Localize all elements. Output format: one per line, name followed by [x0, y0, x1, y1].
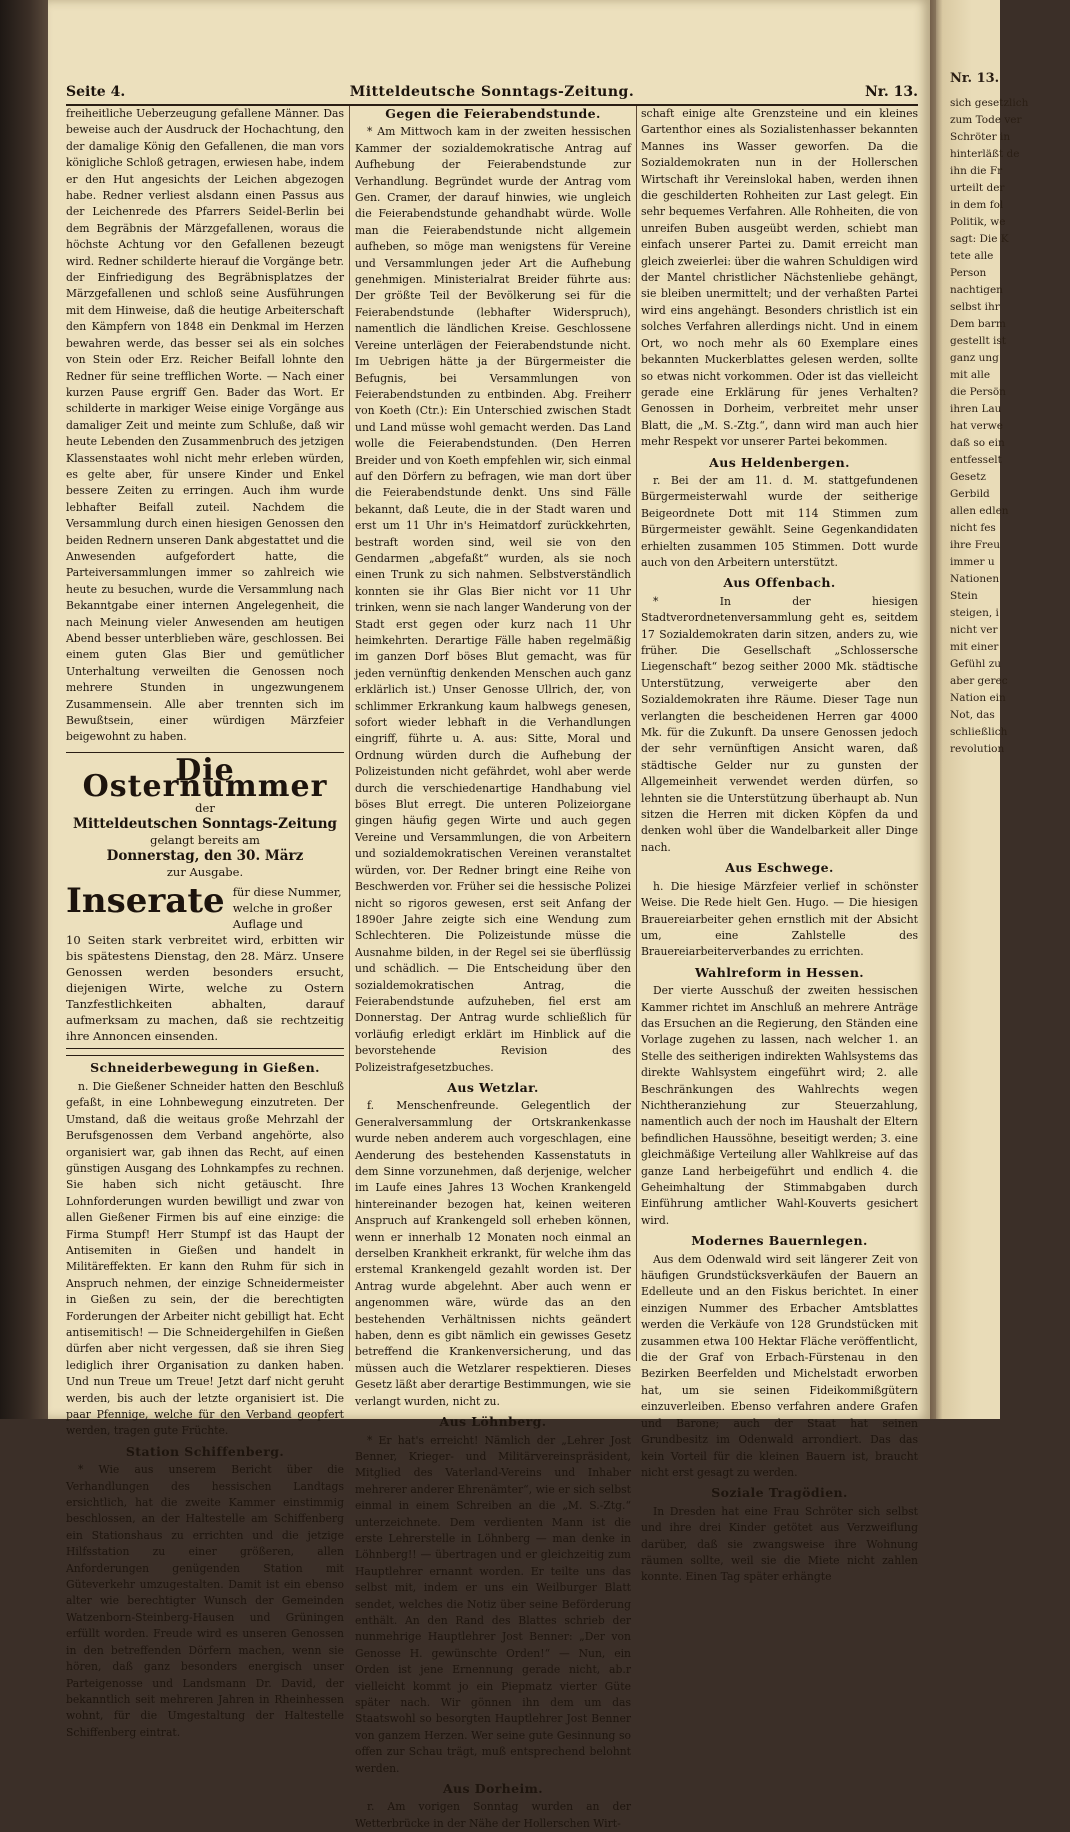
- book-binding: [0, 0, 48, 1419]
- section-heading: Aus Heldenbergen.: [709, 454, 850, 470]
- section-heading: Gegen die Feierabendstunde.: [385, 106, 601, 121]
- inserate-text: 10 Seiten stark verbreitet wird, erbitten wir bis spätestens Dienstag, den 28. März. Unsere Genossen werden besonders ersucht, diejenigen Wirte, welche zu Ostern Tanzfestlichkeiten abhalten, darauf aufmerksam zu machen, daß sie rechtzeitig ihre Annoncen einsenden.: [66, 933, 344, 1044]
- article-text: h. Die hiesige Märzfeier verlief in schönster Weise. Die Rede hielt Gen. Hugo. — Die hiesigen Brauereiarbeiter gehen ernstlich mit der Absicht um, eine Zahlstelle des Brauereiarbeiterverbandes zu errichten.: [641, 879, 918, 959]
- section-heading: Modernes Bauernlegen.: [691, 1233, 868, 1249]
- page-gutter-shadow: [930, 0, 936, 1419]
- article-text: f. Menschenfreunde. Gelegentlich der Generalversammlung der Ortskrankenkasse wurde neben anderem auch vorgeschlagen, eine Aenderung des bestehenden Kassenstatuts in dem Sinne vorzunehmen, daß derjenige, welcher im Laufe eines Jahres 13 Wochen Krankengeld hintereinander bezogen hat, keinen weiteren Anspruch auf Krankengeld soll erheben können, wenn er innerhalb 12 Monaten noch einmal an derselben Krankheit erkrankt, für welche ihm das erstemal Krankengeld gezahlt worden ist. Der Antrag wurde abgelehnt. Aber auch wenn er angenommen wäre, würde das an den bestehenden Verhältnissen nichts geändert haben, denn es gibt nämlich ein gewisses Gesetz betreffend die Krankenversicherung, und das müssen auch die Wetzlarer respektieren. Dieses Gesetz läßt aber derartige Bestimmungen, wie sie verlangt wurden, nicht zu.: [355, 1099, 631, 1408]
- section-heading: Aus Löhnberg.: [439, 1414, 547, 1430]
- article-text: In Dresden hat eine Frau Schröter sich selbst und ihre drei Kinder getötet aus Verzweiflung darüber, daß sie zwangsweise ihre Wohnung räumen sollte, weil sie die Miete nicht zahlen konnte. Einen Tag später erhängte: [641, 1504, 918, 1584]
- column-3: [641, 106, 918, 1584]
- easter-issue-advertisement: [66, 752, 344, 1050]
- article-text: r. Am vorigen Sonntag wurden an der Wetterbrücke in der Nähe der Hollerschen Wirt-: [355, 1800, 631, 1830]
- column-2: [355, 106, 631, 1830]
- inserate-heading: Inserate: [66, 881, 225, 922]
- article-text: freiheitliche Ueberzeugung gefallene Männer. Das beweise auch der Ausdruck der Hochachtung, den der damalige König den Gefallenen, die man vors königliche Schloß getragen, erwiesen habe, indem er den Hut angesichts der Leichen abgezogen habe. Redner verliest alsdann einen Passus aus der Leichenrede des Pfarrers Seidel-Berlin bei dem Begräbnis der Märzgefallenen, woraus die höchste Achtung vor den Gefallenen bezeugt wird. Redner schilderte hierauf die Vorgänge betr. der Einfriedigung des Begräbnisplatzes der Märzgefallenen und schloß seine Ausführungen mit dem Hinweise, daß die heutige Arbeiterschaft den Kämpfern von 1848 ein Denkmal im Herzen bewahren werde, das besser sei als ein solches von Stein oder Erz. Reicher Beifall lohnte den Redner für seine trefflichen Worte. — Nach einer kurzen Pause ergriff Gen. Bader das Wort. Er schilderte in markiger Weise einige Vorgänge aus damaliger Zeit und meinte zum Schluße, daß wir heute Lebenden den Zusammenbruch des jetzigen Klassenstaates wohl nicht mehr erleben würden, es gelte aber, für unsere Kinder und Enkel bessere Zeiten zu erringen. Auch ihm wurde lebhafter Beifall zuteil. Nachdem die Versammlung durch einen hiesigen Genossen den beiden Rednern unseren Dank abgestattet und die Anwesenden aufgefordert hatte, die Parteiversammlungen immer so zahlreich wie heute zu besuchen, wurde die Versammlung nach Bekanntgabe einer internen Angelegenheit, die nach Meinung vieler Anwesenden am heutigen Abend besser unterblieben wäre, geschlossen. Bei einem guten Glas Bier und gemütlicher Unterhaltung verweilten die Genossen noch mehrere Stunden in ungezwungenem Zusammensein. Alle aber trennten sich im Bewußtsein, einer würdigen Märzfeier beigewohnt zu haben.: [66, 107, 344, 744]
- article-text: schaft einige alte Grenzsteine und ein kleines Gartenthor eines als Sozialistenhasser bekannten Mannes ins Wasser geworfen. Da die Sozialdemokraten nun in der Hollerschen Wirtschaft ihr Vereinslokal haben, werden ihnen die geschilderten Rohheiten zur Last gelegt. Ein sehr bequemes Verfahren. Alle Rohheiten, die von unreifen Buben ausgeübt werden, schiebt man einfach unserer Partei zu. Damit erreicht man gleich zweierlei: über die wahren Schuldigen wird der Mantel christlicher Nächstenliebe gehängt, sie bleiben unermittelt; und der verhaßten Partei wird eins angehängt. Besonders christlich ist ein solches Verfahren allerdings nicht. Und in einem Ort, wo noch mehr als 60 Exemplare eines bekannten Muckerblattes gelesen werden, sollte so etwas nicht vorkommen. Oder ist das vielleicht gerade eine Erklärung für jenes Verhalten? Genossen in Dorheim, verbreitet mehr unser Blatt, die „M. S.-Ztg.“, dann wird man auch hier mehr Respekt vor unserer Partei bekommen.: [641, 107, 918, 449]
- page-header: [66, 84, 918, 104]
- column-divider: [636, 106, 637, 1361]
- adjacent-page-edge: [930, 0, 1029, 1419]
- section-heading: Aus Wetzlar.: [447, 1079, 539, 1095]
- article-text: Aus dem Odenwald wird seit längerer Zeit von häufigen Grundstücksverkäufen der Bauern an Edelleute und an den Fiskus berichtet. In einer einzigen Nummer des Erbacher Amtsblattes werden die Verkäufe von 128 Grundstücken mit zusammen etwa 100 Hektar Fläche veröffentlicht, die der Graf von Erbach-Fürstenau in den Bezirken Beerfelden und Michelstadt erworben hat, um sie seinen Fideikommißgütern einzuverleiben. Ebenso verfahren andere Grafen und Barone; auch der Staat hat seinen Grundbesitz im Odenwald arrondiert. Das das kein Vorteil für die kleinen Bauern ist, braucht nicht erst gesagt zu werden.: [641, 1252, 918, 1479]
- article-text: * Am Mittwoch kam in der zweiten hessischen Kammer der sozialdemokratische Antrag auf Aufhebung der Feierabendstunde zur Verhandlung. Begründet wurde der Antrag vom Gen. Cramer, der darauf hinwies, wie ungleich die Feierabendstunde gehandhabt würde. Wolle man die Feierabendstunde nicht allgemein aufheben, so möge man wenigstens für Vereine und Versammlungen jeder Art die Aufhebung genehmigen. Ministerialrat Breider führte aus: Der größte Teil der Bevölkerung sei für die Feierabendstunde (lebhafter Widerspruch), namentlich die ländlichen Kreise. Geschlossene Vereine unterlägen der Feierabendstunde nicht. Im Uebrigen hätte ja der Bürgermeister die Befugnis, bei Versammlungen von Feierabendstunden zu entbinden. Abg. Freiherr von Koeth (Ctr.): Ein Unterschied zwischen Stadt und Land müsse wohl gemacht werden. Das Land wolle die Feierabendstunden. (Den Herren Breider und von Koeth empfehlen wir, sich einmal auf den Dörfern zu befragen, wie man dort über die Feierabendstunde denkt. Uns sind Fälle bekannt, daß Leute, die in der Stadt waren und erst um 11 Uhr in's Heimatdorf zurückkehrten, bestraft worden sind, weil sie von den Gendarmen „abgefaßt“ wurden, als sie noch einen Trunk zu sich nahmen. Selbstverständlich konnten sie ihr Glas Bier nicht vor 11 Uhr trinken, wenn sie nach langer Wanderung von der Stadt erst gegen oder kurz nach 11 Uhr heimkehrten. Derartige Fälle haben regelmäßig im ganzen Dorf böses Blut gemacht, was für jeden vernünftig denkenden Menschen auch ganz erklärlich ist.) Unser Genosse Ullrich, der, von schlimmer Erkrankung kaum halbwegs genesen, sofort wieder lebhaft in die Verhandlungen eingriff, führte u. A. aus: Sitte, Moral und Ordnung würden durch die Aufhebung der Polizeistunden nicht gefährdet, wohl aber werde durch die verschiedenartige Handhabung viel böses Blut erregt. Die unteren Polizeiorgane gingen häufig gegen Wirte und auch gegen Vereine und Versammlungen, die von Arbeitern und sozialdemokratischen Vereinen veranstaltet würden, vor. Der Redner bringt eine Reihe von Beschwerden vor. Früher sei die hessische Polizei nicht so rigoros gewesen, erst seit Anfang der 1890er Jahre zeigte sich eine Wendung zum Schlechteren. Die Polizeistunde müsse die Ausnahme bilden, in der Regel sei sie überflüssig und schädlich. — Die Entscheidung über den sozialdemokratischen Antrag, die Feierabendstunde aufzuheben, fiel erst am Donnerstag. Der Antrag wurde schließlich für vorläufig erledigt erklärt im Hinblick auf die bevorstehende Revision des Polizeistrafgesetzbuches.: [355, 125, 631, 1074]
- article-text: * Wie aus unserem Bericht über die Verhandlungen des hessischen Landtags ersichtlich, hat die zweite Kammer einstimmig beschlossen, an der Haltestelle am Schiffenberg ein Stationshaus zu errichten und die jetzige Hilfsstation zu einer größeren, allen Anforderungen genügenden Station mit Güteverkehr umzugestalten. Damit ist ein ebenso alter wie berechtigter Wunsch der Gemeinden Watzenborn-Steinberg-Hausen und Grüningen erfüllt worden. Freude wird es unseren Genossen in den betreffenden Dörfern machen, wenn sie hören, daß ganz besonders energisch unser Parteigenosse und Landsmann Dr. David, der bekanntlich seit mehreren Jahren in Rheinhessen wohnt, für die Umgestaltung der Haltestelle Schiffenberg eintrat.: [66, 1463, 344, 1739]
- article-text: * Er hat's erreicht! Nämlich der „Lehrer Jost Benner, Krieger- und Militärvereinspräsident, Mitglied des Vaterland-Vereins und Inhaber mehrerer anderer Ehrenämter“, wie er sich selbst einmal in einem Schreiben an die „M. S.-Ztg.“ unterzeichnete. Dem verdienten Mann ist die erste Lehrerstelle in Löhnberg — man denke in Löhnberg!! — übertragen und er gleichzeitig zum Hauptlehrer ernannt worden. Er teilte uns das selbst mit, indem er uns ein Weilburger Blatt sendet, welches die Notiz über seine Beförderung enthält. An den Rand des Blattes schrieb der nunmehrige Hauptlehrer Jost Benner: „Der von Genosse H. gewünschte Orden!“ — Nun, ein Orden ist jene Ernennung gerade nicht, ab.r vielleicht kommt jo ein Piepmatz vierter Güte später nach. Wir gönnen ihn dem um das Staatswohl so besorgten Hauptlehrer Jost Benner von ganzem Herzen. Wer seine gute Gesinnung so offen zur Schau trägt, muß entsprechend belohnt werden.: [355, 1433, 631, 1775]
- section-heading: Soziale Tragödien.: [711, 1485, 848, 1501]
- ad-text: gelangt bereits am: [150, 833, 260, 848]
- issue-number: Nr. 13.: [865, 84, 918, 100]
- section-heading: Schneiderbewegung in Gießen.: [66, 1055, 344, 1076]
- ad-text: zur Ausgabe.: [166, 865, 244, 880]
- article-text: n. Die Gießener Schneider hatten den Beschluß gefaßt, in eine Lohnbewegung einzutreten. Der Umstand, daß die weitaus große Mehrzahl der Berufsgenossen dem Verband angehörte, also organisiert war, gab ihnen das Recht, auf einen günstigen Ausgang des Lohnkampfes zu rechnen. Sie haben sich nicht getäuscht. Ihre Lohnforderungen wurden bewilligt und zwar von allen Gießener Firmen bis auf eine einzige: die Firma Stumpf! Herr Stumpf ist das Haupt der Antisemiten in Gießen und handelt in Militäreffekten. Er kann den Ruhm für sich in Anspruch nehmen, der einzige Schneidermeister in Gießen zu sein, der die berechtigten Forderungen der Arbeiter nicht gebilligt hat. Echt antisemitisch! — Die Schneidergehilfen in Gießen dürfen aber nicht vergessen, daß sie ihren Sieg lediglich ihrer Organisation zu danken haben. Und nun Treue um Treue! Jetzt darf nicht geruht werden, bis auch der letzte organisiert ist. Die paar Pfennige, welche für den Verband geopfert werden, tragen gute Früchte.: [66, 1079, 344, 1438]
- inserate-block: [66, 881, 344, 932]
- article-text: * In der hiesigen Stadtverordnetenversammlung geht es, seitdem 17 Sozialdemokraten darin sitzen, anders zu, wie früher. Die Gesellschaft „Schlossersche Liegenschaft“ bezog seither 2000 Mk. städtische Unterstützung, verweigerte aber den Sozialdemokraten ihre Räume. Dieser Tage nun verlangten die bescheidenen Herren gar 4000 Mk. für die Zukunft. Da unsere Genossen jedoch der sehr vernünftigen Ansicht waren, daß städtische Gelder nur zu gunsten der Allgemeinheit verwendet werden dürfen, so lehnten sie die Unterstützung überhaupt ab. Nun sitzen die Herren mit dicken Köpfen da und denken wohl über die Wandelbarkeit aller Dinge nach.: [641, 594, 918, 854]
- article-text: r. Bei der am 11. d. M. stattgefundenen Bürgermeisterwahl wurde der seitherige Beigeordnete Dott mit 114 Stimmen zum Bürgermeister gewählt. Seine Gegenkandidaten erhielten zusammen 105 Stimmen. Dott wurde auch von den Arbeitern unterstützt.: [641, 473, 918, 569]
- ad-paper-name: Mitteldeutschen Sonntags-Zeitung: [73, 815, 337, 832]
- newspaper-title: Mitteldeutsche Sonntags-Zeitung.: [349, 84, 635, 100]
- ad-text: der: [195, 800, 215, 815]
- inserate-side-text: für diese Nummer, welche in großer Auflage und: [232, 885, 342, 932]
- ad-date: Donnerstag, den 30. März: [106, 848, 304, 865]
- section-heading: Aus Eschwege.: [725, 860, 834, 876]
- column-1: [66, 106, 344, 1739]
- section-heading: Aus Offenbach.: [723, 575, 836, 591]
- column-divider: [349, 106, 350, 1361]
- section-heading: Wahlreform in Hessen.: [694, 964, 865, 980]
- adjacent-page-text: Nr. 13. sich gesetzlich zum Tode ver Schröter in hinterläßt de ihn die Fr urteilt der in dem fol Politik, we sagt: Die K tete alle Person nachtigen selbst ihr Dem barm gestellt ist ganz ung mit alle die Persön ihren Lau hat verwe daß so ein entfesselt Gesetz Gerbild allen edlen nicht fes ihre Freu immer u Nationen Stein steigen, i nicht ver mit einer Gefühl zu aber gerec Nation ein Not, das schließlich revolution: [950, 71, 1029, 755]
- section-heading: Station Schiffenberg.: [125, 1443, 285, 1459]
- ad-title: Die Osternummer: [82, 752, 328, 805]
- page-number: Seite 4.: [66, 84, 126, 100]
- section-heading: Aus Dorheim.: [442, 1781, 544, 1797]
- article-text: Der vierte Ausschuß der zweiten hessischen Kammer richtet im Anschluß an mehrere Anträge das Ersuchen an die Regierung, den Ständen eine Vorlage zugehen zu lassen, nach welcher 1. an Stelle des seitherigen indirekten Wahlsystems das direkte Wahlsystem eingeführt wird; 2. alle Beschränkungen des Wahlrechts wegen Nichtheranziehung zur Steuerzahlung, namentlich auch der noch im Haushalt der Eltern befindlichen Haussöhne, beseitigt werden; 3. eine gleichmäßige Verteilung aller Wahlkreise auf das ganze Land herbeigeführt und endlich 4. die Geheimhaltung der Stimmabgaben durch Einführung amtlicher Wahl-Kouverts gesichert wird.: [641, 984, 918, 1227]
